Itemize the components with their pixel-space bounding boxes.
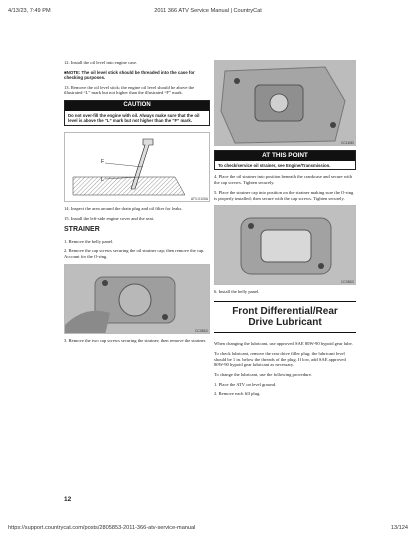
engine-photo	[214, 60, 356, 146]
strainer-cap-photo	[214, 205, 356, 285]
print-url: https://support.countrycat.com/posts/2805853-2011-366-atv-service-manual	[8, 525, 196, 531]
fig-label-f: F	[101, 159, 105, 166]
dipstick-illustration	[65, 133, 210, 202]
section-heading	[214, 301, 356, 333]
print-page-counter: 13/124	[390, 525, 408, 531]
change-step-2: 2. Remove each fill plug.	[214, 391, 261, 397]
step-12: 12. Install the oil level into engine case.	[64, 60, 138, 65]
fig-code: CC081D	[194, 328, 208, 333]
caution-box	[64, 100, 210, 126]
step-14: 14. Inspect the area around the drain plug and oil filter for leaks.	[64, 206, 183, 212]
strainer-step-5: 5. Place the strainer cap into position on the strainer making sure the O-ring is properly installed; then secure with the cap screws. Tighten securely.	[214, 189, 354, 201]
strainer-step-4: 4. Place the oil strainer into position beneath the crankcase and secure with the cap screws. Tighten securely.	[214, 174, 352, 186]
fig-label-l: L	[101, 177, 104, 184]
at-this-point-box	[214, 150, 356, 170]
fig-code: ATV-0100A	[190, 197, 208, 202]
dipstick-figure	[64, 132, 210, 202]
caution-text: Do not over-fill the engine with oil. Always make sure that the oil level is above the “L” mark but not higher than the “F” mark.	[68, 112, 200, 124]
paragraph-2: To check lubricant, remove the rear drive filler plug; the lubricant level should be 1 in. below the threads of the plug. If low, add SAE approved 80W-90 hypoid gear lubricant as necessary.	[214, 350, 346, 368]
note	[64, 70, 210, 81]
left-column	[64, 60, 210, 348]
at-this-point-title: AT THIS POINT	[215, 151, 355, 161]
right-column	[214, 60, 356, 401]
note-text: The oil level stick should be threaded into the case for checking purposes.	[64, 69, 195, 81]
section-heading-line-1: Front Differential/Rear	[232, 306, 338, 318]
strainer-step-2: 2. Remove the cap screws securing the oil strainer cap; then remove the cap. Account for the O-ring.	[64, 248, 205, 260]
strainer-heading: STRAINER	[64, 225, 100, 233]
change-step-1: 1. Place the ATV on level ground.	[214, 381, 277, 387]
engine-photo-illustration	[215, 61, 356, 146]
strainer-step-1: 1. Remove the belly panel.	[64, 238, 114, 244]
step-13: 13. Remove the oil level stick; the engine oil level should be above the illustrated “L” mark but not higher than the illustrated “F” mark.	[64, 84, 195, 96]
print-timestamp: 4/13/23, 7:49 PM	[8, 8, 51, 14]
at-this-point-text: To check/service oil strainer, see Engine/Transmission.	[218, 162, 331, 168]
note-tag: ■NOTE:	[64, 69, 81, 75]
strainer-photo-illustration	[65, 265, 210, 334]
fig-code: CC163D	[340, 140, 354, 145]
caution-title: CAUTION	[65, 101, 209, 111]
print-page-title: 2011 366 ATV Service Manual | CountryCat	[154, 8, 262, 14]
print-footer	[0, 518, 416, 538]
strainer-step-6: 6. Install the belly panel.	[214, 289, 260, 295]
strainer-step-3: 3. Remove the two cap screws securing the strainer; then remove the strainer.	[64, 337, 207, 343]
step-15: 15. Install the left-side engine cover and the seat.	[64, 216, 155, 222]
paragraph-1: When changing the lubricant, use approved SAE 80W-90 hypoid gear lube.	[214, 341, 353, 347]
fig-code: CC081D	[340, 280, 354, 285]
section-heading-line-2: Drive Lubricant	[248, 317, 322, 329]
paragraph-3: To change the lubricant, use the following procedure.	[214, 371, 313, 377]
print-header	[0, 0, 416, 22]
strainer-cap-illustration	[215, 206, 356, 285]
page-number: 12	[64, 496, 72, 503]
strainer-photo	[64, 264, 210, 334]
